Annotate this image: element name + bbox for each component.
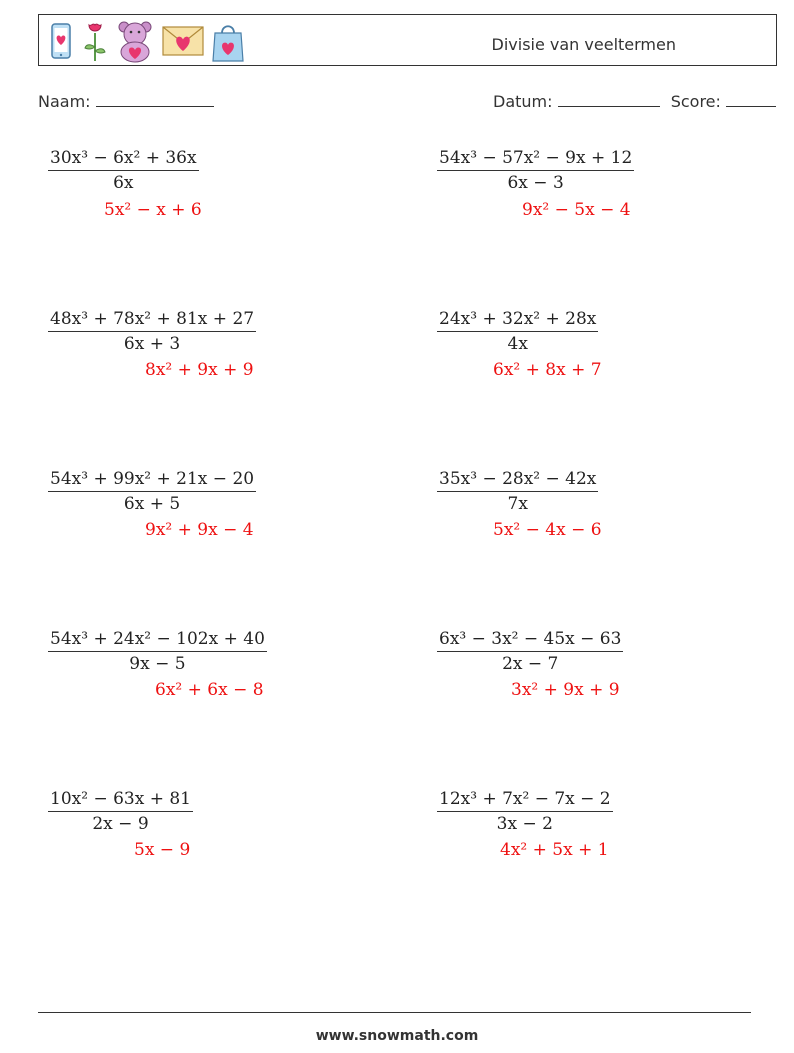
numerator: 24x³ + 32x² + 28x (437, 309, 598, 332)
phone-heart-icon (47, 21, 75, 61)
numerator: 54x³ + 99x² + 21x − 20 (48, 469, 256, 492)
fraction (48, 148, 199, 193)
denominator: 6x − 3 (507, 173, 564, 193)
problem-2 (437, 148, 634, 193)
answer-3: 8x² + 9x + 9 (145, 360, 254, 380)
teddy-bear-icon (115, 19, 155, 63)
rose-icon (81, 19, 109, 63)
denominator: 3x − 2 (496, 814, 553, 834)
answer-10: 4x² + 5x + 1 (500, 840, 609, 860)
problem-5 (48, 469, 256, 514)
gift-bag-icon (211, 19, 245, 63)
denominator: 9x − 5 (129, 654, 186, 674)
fraction (48, 309, 256, 354)
worksheet-title: Divisie van veeltermen (491, 35, 676, 54)
answer-2: 9x² − 5x − 4 (522, 200, 631, 220)
denominator: 4x (507, 334, 528, 354)
problem-10 (437, 789, 613, 834)
date-label: Datum: (493, 92, 553, 111)
header-icons (47, 19, 245, 63)
date-blank[interactable] (558, 92, 660, 107)
footer-divider (38, 1012, 751, 1013)
score-blank[interactable] (726, 92, 776, 107)
numerator: 35x³ − 28x² − 42x (437, 469, 598, 492)
problem-1 (48, 148, 199, 193)
fraction (48, 469, 256, 514)
fraction (48, 629, 267, 674)
denominator: 7x (507, 494, 528, 514)
answer-1: 5x² − x + 6 (104, 200, 202, 220)
numerator: 48x³ + 78x² + 81x + 27 (48, 309, 256, 332)
problem-9 (48, 789, 193, 834)
problem-7 (48, 629, 267, 674)
name-blank[interactable] (96, 92, 214, 107)
footer-url[interactable]: www.snowmath.com (315, 1028, 479, 1044)
denominator: 6x + 5 (123, 494, 181, 514)
problem-8 (437, 629, 623, 674)
numerator: 54x³ + 24x² − 102x + 40 (48, 629, 267, 652)
denominator: 6x + 3 (123, 334, 181, 354)
problem-3 (48, 309, 256, 354)
answer-7: 6x² + 6x − 8 (155, 680, 264, 700)
fraction (437, 629, 623, 674)
score-label: Score: (670, 92, 721, 111)
answer-4: 6x² + 8x + 7 (493, 360, 602, 380)
problem-4 (437, 309, 598, 354)
fraction (48, 789, 193, 834)
answer-5: 9x² + 9x − 4 (145, 520, 254, 540)
fraction (437, 309, 598, 354)
header-box (38, 14, 777, 66)
problem-6 (437, 469, 598, 514)
name-label: Naam: (38, 92, 91, 111)
fraction (437, 469, 598, 514)
denominator: 6x (113, 173, 134, 193)
fraction (437, 148, 634, 193)
answer-8: 3x² + 9x + 9 (511, 680, 620, 700)
answer-9: 5x − 9 (134, 840, 191, 860)
numerator: 30x³ − 6x² + 36x (48, 148, 199, 171)
love-letter-icon (161, 23, 205, 59)
numerator: 54x³ − 57x² − 9x + 12 (437, 148, 634, 171)
numerator: 10x² − 63x + 81 (48, 789, 193, 812)
date-score-fields (493, 92, 776, 111)
denominator: 2x − 7 (502, 654, 559, 674)
numerator: 6x³ − 3x² − 45x − 63 (437, 629, 623, 652)
numerator: 12x³ + 7x² − 7x − 2 (437, 789, 613, 812)
fraction (437, 789, 613, 834)
denominator: 2x − 9 (92, 814, 149, 834)
answer-6: 5x² − 4x − 6 (493, 520, 602, 540)
name-field (38, 92, 214, 111)
